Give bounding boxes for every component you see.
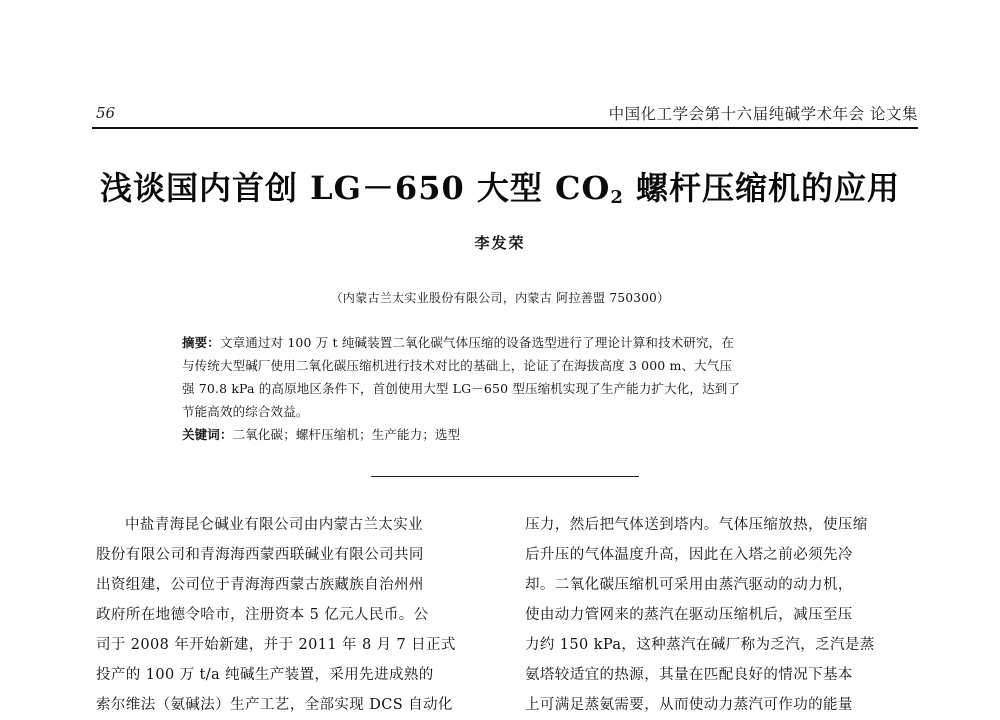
abstract-line bbox=[182, 331, 832, 354]
body-line: 政府所在地德令哈市，注册资本 5 亿元人民币。公 bbox=[96, 607, 429, 623]
page-number: 56 bbox=[96, 104, 116, 122]
abstract-text: 文章通过对 100 万 t 纯碱装置二氧化碳气体压缩的设备选型进行了理论计算和技术研究，在 bbox=[219, 335, 734, 350]
body-line: 司于 2008 年开始新建，并于 2011 年 8 月 7 日正式 bbox=[96, 637, 456, 653]
abstract-line: 与传统大型碱厂使用二氧化碳压缩机进行技术对比的基础上，论证了在海拔高度 3 000 m、大气压 bbox=[182, 358, 733, 373]
body-line: 氨塔较适宜的热源，其量在匹配良好的情况下基本 bbox=[525, 667, 853, 683]
body-column-right bbox=[525, 510, 917, 720]
header-rule bbox=[92, 127, 918, 129]
keywords-line bbox=[182, 423, 832, 446]
body-line: 出资组建，公司位于青海海西蒙古族藏族自治州州 bbox=[96, 577, 424, 593]
abstract-line: 节能高效的综合效益。 bbox=[182, 404, 309, 419]
abstract-label: 摘要： bbox=[182, 335, 220, 350]
body-column-left bbox=[96, 510, 488, 720]
body-line: 股份有限公司和青海海西蒙西联碱业有限公司共同 bbox=[96, 547, 424, 563]
paper-title bbox=[0, 163, 1000, 209]
running-head: 中国化工学会第十六届纯碱学术年会 论文集 bbox=[608, 105, 918, 123]
abstract-line: 强 70.8 kPa 的高原地区条件下，首创使用大型 LG－650 型压缩机实现了生产能力扩大化，达到了 bbox=[182, 381, 741, 396]
author: 李发荣 bbox=[474, 234, 526, 252]
section-divider bbox=[371, 476, 639, 477]
keywords-label: 关键词： bbox=[182, 427, 233, 442]
title-part-2: 螺杆压缩机的应用 bbox=[623, 169, 901, 207]
body-line: 后升压的气体温度升高，因此在入塔之前必须先冷 bbox=[525, 547, 853, 563]
abstract bbox=[182, 331, 832, 446]
body-line: 使由动力管网来的蒸汽在驱动压缩机后，减压至压 bbox=[525, 607, 853, 623]
body-line: 中盐青海昆仑碱业有限公司由内蒙古兰太实业 bbox=[125, 517, 423, 533]
affiliation: （内蒙古兰太实业股份有限公司，内蒙古 阿拉善盟 750300） bbox=[330, 291, 670, 305]
body-line: 上可满足蒸氨需要，从而使动力蒸汽可作功的能量 bbox=[525, 697, 853, 713]
keywords-text: 二氧化碳；螺杆压缩机；生产能力；选型 bbox=[232, 427, 461, 442]
title-part-1: 浅谈国内首创 LG－650 大型 CO bbox=[99, 169, 611, 207]
body-line: 压力，然后把气体送到塔内。气体压缩放热，使压缩 bbox=[525, 517, 868, 533]
body-line: 投产的 100 万 t/a 纯碱生产装置，采用先进成熟的 bbox=[96, 667, 434, 683]
body-line: 力约 150 kPa，这种蒸汽在碱厂称为乏汽，乏汽是蒸 bbox=[525, 637, 875, 653]
body-line: 却。二氧化碳压缩机可采用由蒸汽驱动的动力机， bbox=[525, 577, 853, 593]
body-line: 索尔维法（氨碱法）生产工艺，全部实现 DCS 自动化 bbox=[96, 697, 453, 713]
title-subscript: 2 bbox=[610, 187, 624, 208]
